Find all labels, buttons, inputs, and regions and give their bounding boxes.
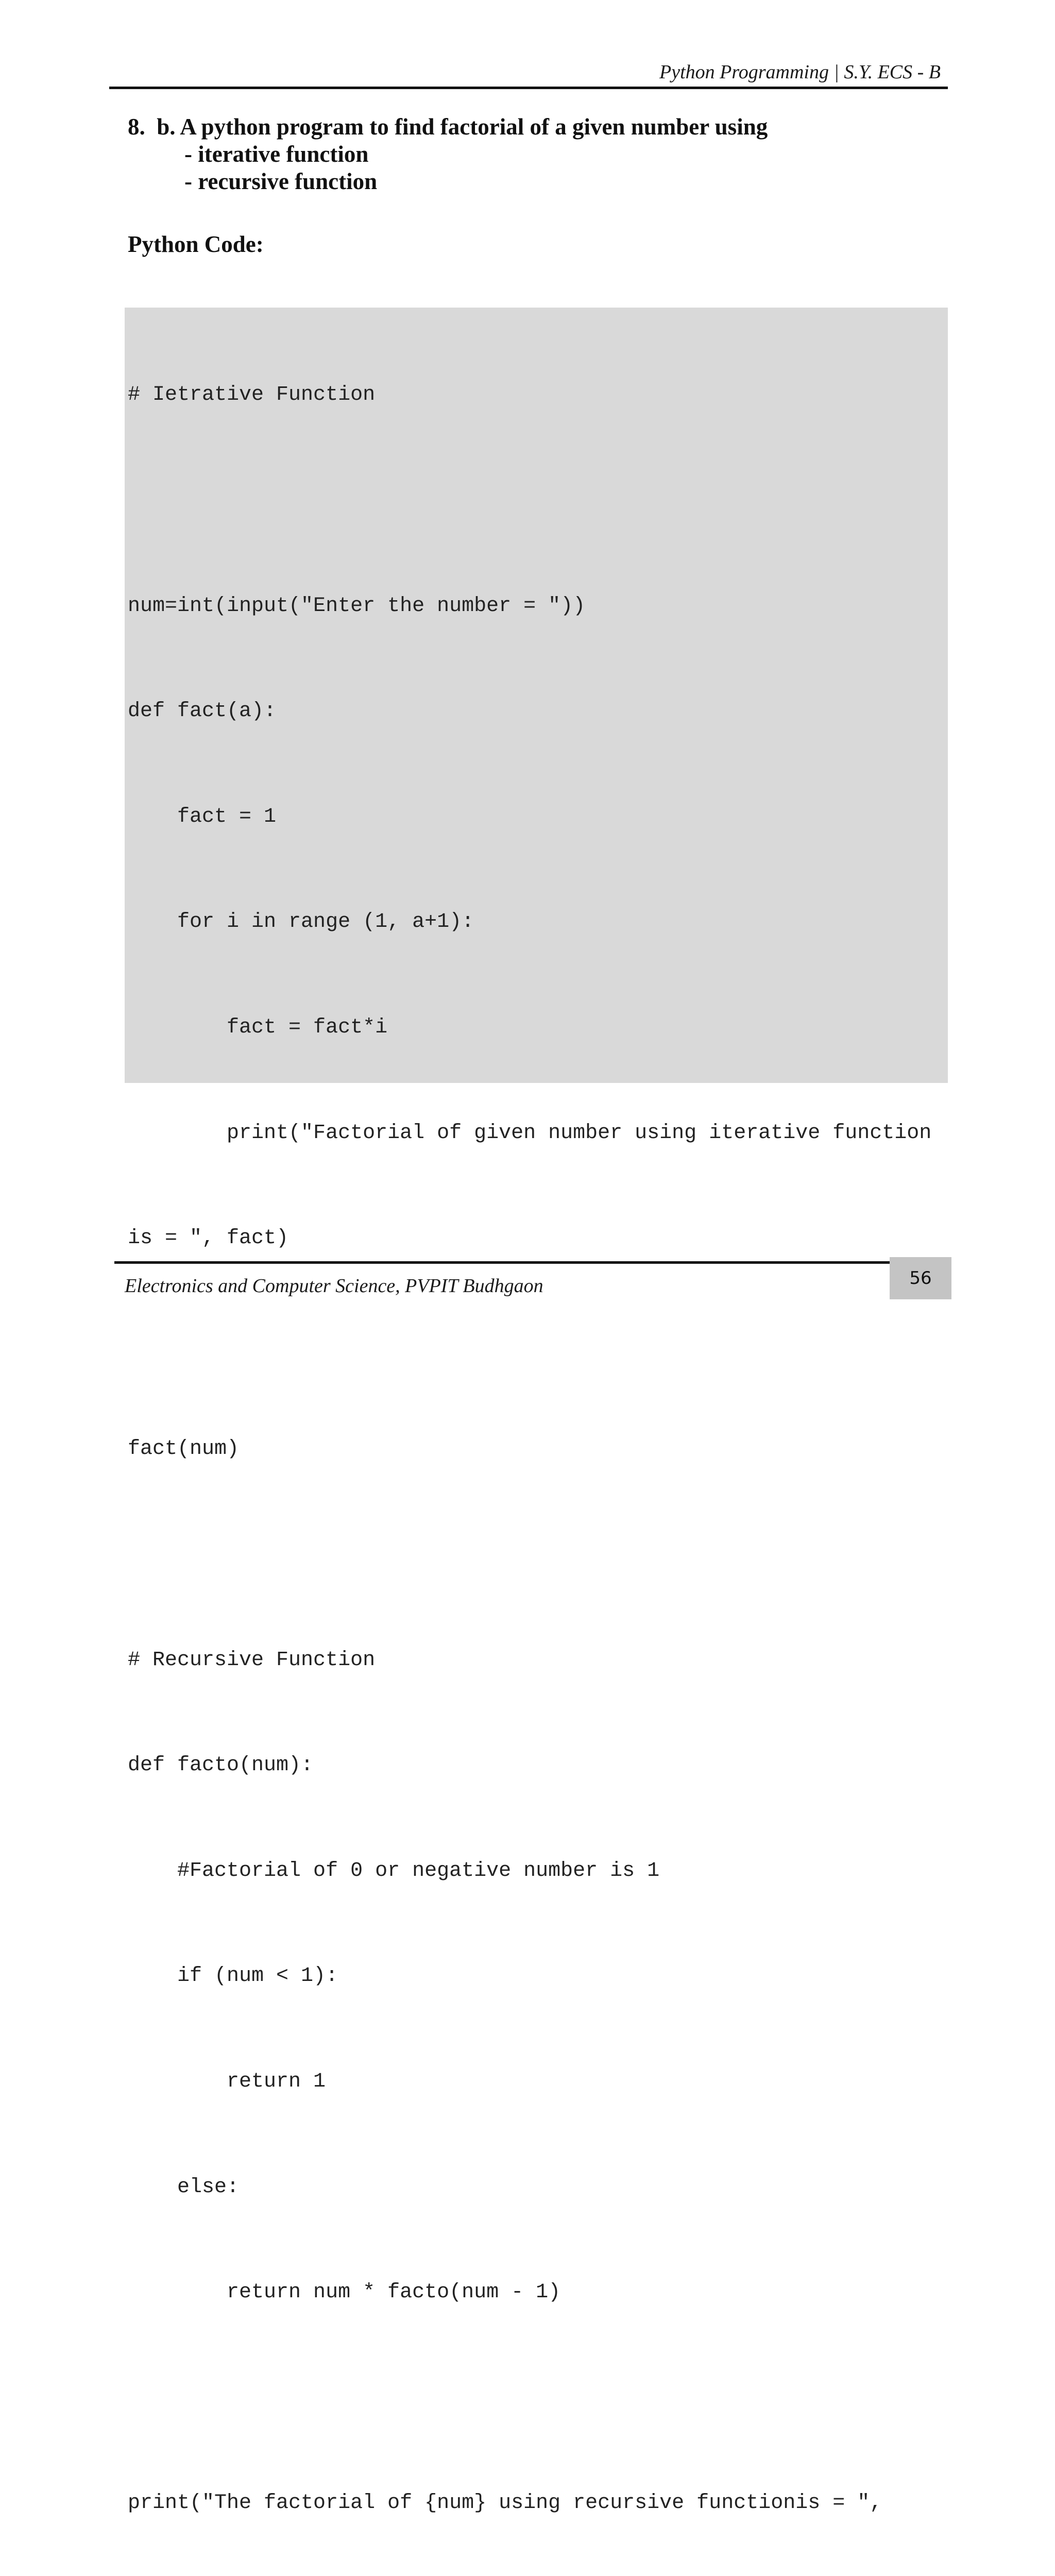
code-line: is = ", fact) [128, 1227, 289, 1250]
code-line: fact = 1 [128, 805, 277, 828]
code-section-heading: Python Code: [128, 231, 264, 257]
running-header: Python Programming | S.Y. ECS - B [659, 61, 941, 83]
code-line: fact(num) [128, 1437, 240, 1461]
footer-rule [114, 1261, 948, 1264]
header-rule [109, 87, 948, 89]
question-line-3: - recursive function [184, 168, 378, 194]
code-block [128, 308, 931, 2576]
code-line: else: [128, 2175, 240, 2199]
question-line-1: 8. b. A python program to find factorial of a given number using [128, 114, 768, 140]
footer-text: Electronics and Computer Science, PVPIT Budhgaon [125, 1275, 543, 1297]
question-heading [128, 113, 768, 195]
code-line: print("Factorial of given number using iterative function [128, 1121, 932, 1145]
code-line: #Factorial of 0 or negative number is 1 [128, 1859, 660, 1883]
code-line: return num * facto(num - 1) [128, 2281, 561, 2304]
code-line: def fact(a): [128, 700, 277, 723]
code-line: fact = fact*i [128, 1015, 388, 1039]
code-line: def facto(num): [128, 1754, 314, 1777]
code-line: for i in range (1, a+1): [128, 910, 474, 934]
page-number: 56 [890, 1257, 951, 1299]
code-line [128, 1327, 931, 1362]
code-line: # Recursive Function [128, 1648, 376, 1672]
question-line-2: - iterative function [184, 141, 369, 167]
code-line [128, 483, 931, 518]
code-line: # Ietrative Function [128, 383, 376, 407]
code-line: print("The factorial of {num} using recursive functionis = ", [128, 2492, 882, 2515]
code-line [128, 1537, 931, 1572]
code-line [128, 2381, 931, 2416]
code-line: num=int(input("Enter the number = ")) [128, 594, 586, 618]
code-line: if (num < 1): [128, 1964, 338, 1988]
code-line: return 1 [128, 2070, 326, 2093]
